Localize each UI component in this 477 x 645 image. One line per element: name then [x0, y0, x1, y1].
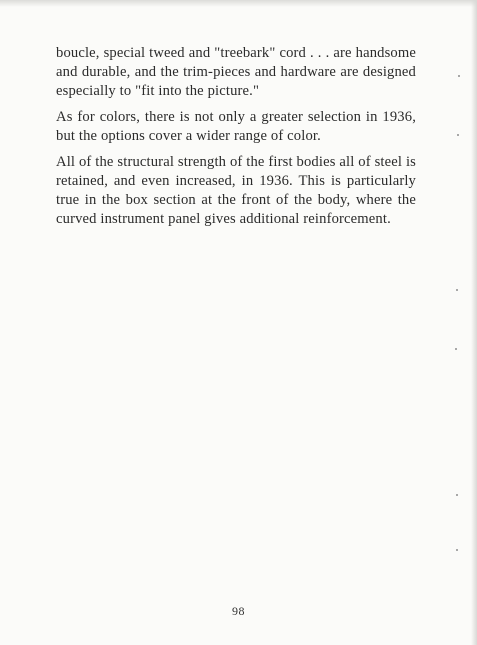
page-top-edge: [0, 0, 477, 7]
paper-speck: [455, 348, 457, 350]
paper-speck: [458, 75, 460, 77]
paragraph-colors: As for colors, there is not only a greater selection in 1936, but the options cover a wider range of color.: [56, 109, 416, 144]
page-right-edge: [471, 0, 477, 645]
paper-speck: [456, 549, 458, 551]
page-number: 98: [232, 604, 245, 618]
paragraph-structure: All of the structural strength of the first bodies all of steel is retained, and even increased, in 1936. This is particularly true in the box section at the front of the body, where the curved instrument panel gives additional reinforcement.: [56, 154, 416, 227]
paper-speck: [456, 494, 458, 496]
paper-speck: [456, 289, 458, 291]
body-text: [56, 44, 416, 236]
paragraph-upholstery: boucle, special tweed and "treebark" cord . . . are handsome and durable, and the trim-pieces and hardware are designed especially to "fit into the picture.": [56, 45, 416, 99]
paper-speck: [457, 134, 459, 136]
